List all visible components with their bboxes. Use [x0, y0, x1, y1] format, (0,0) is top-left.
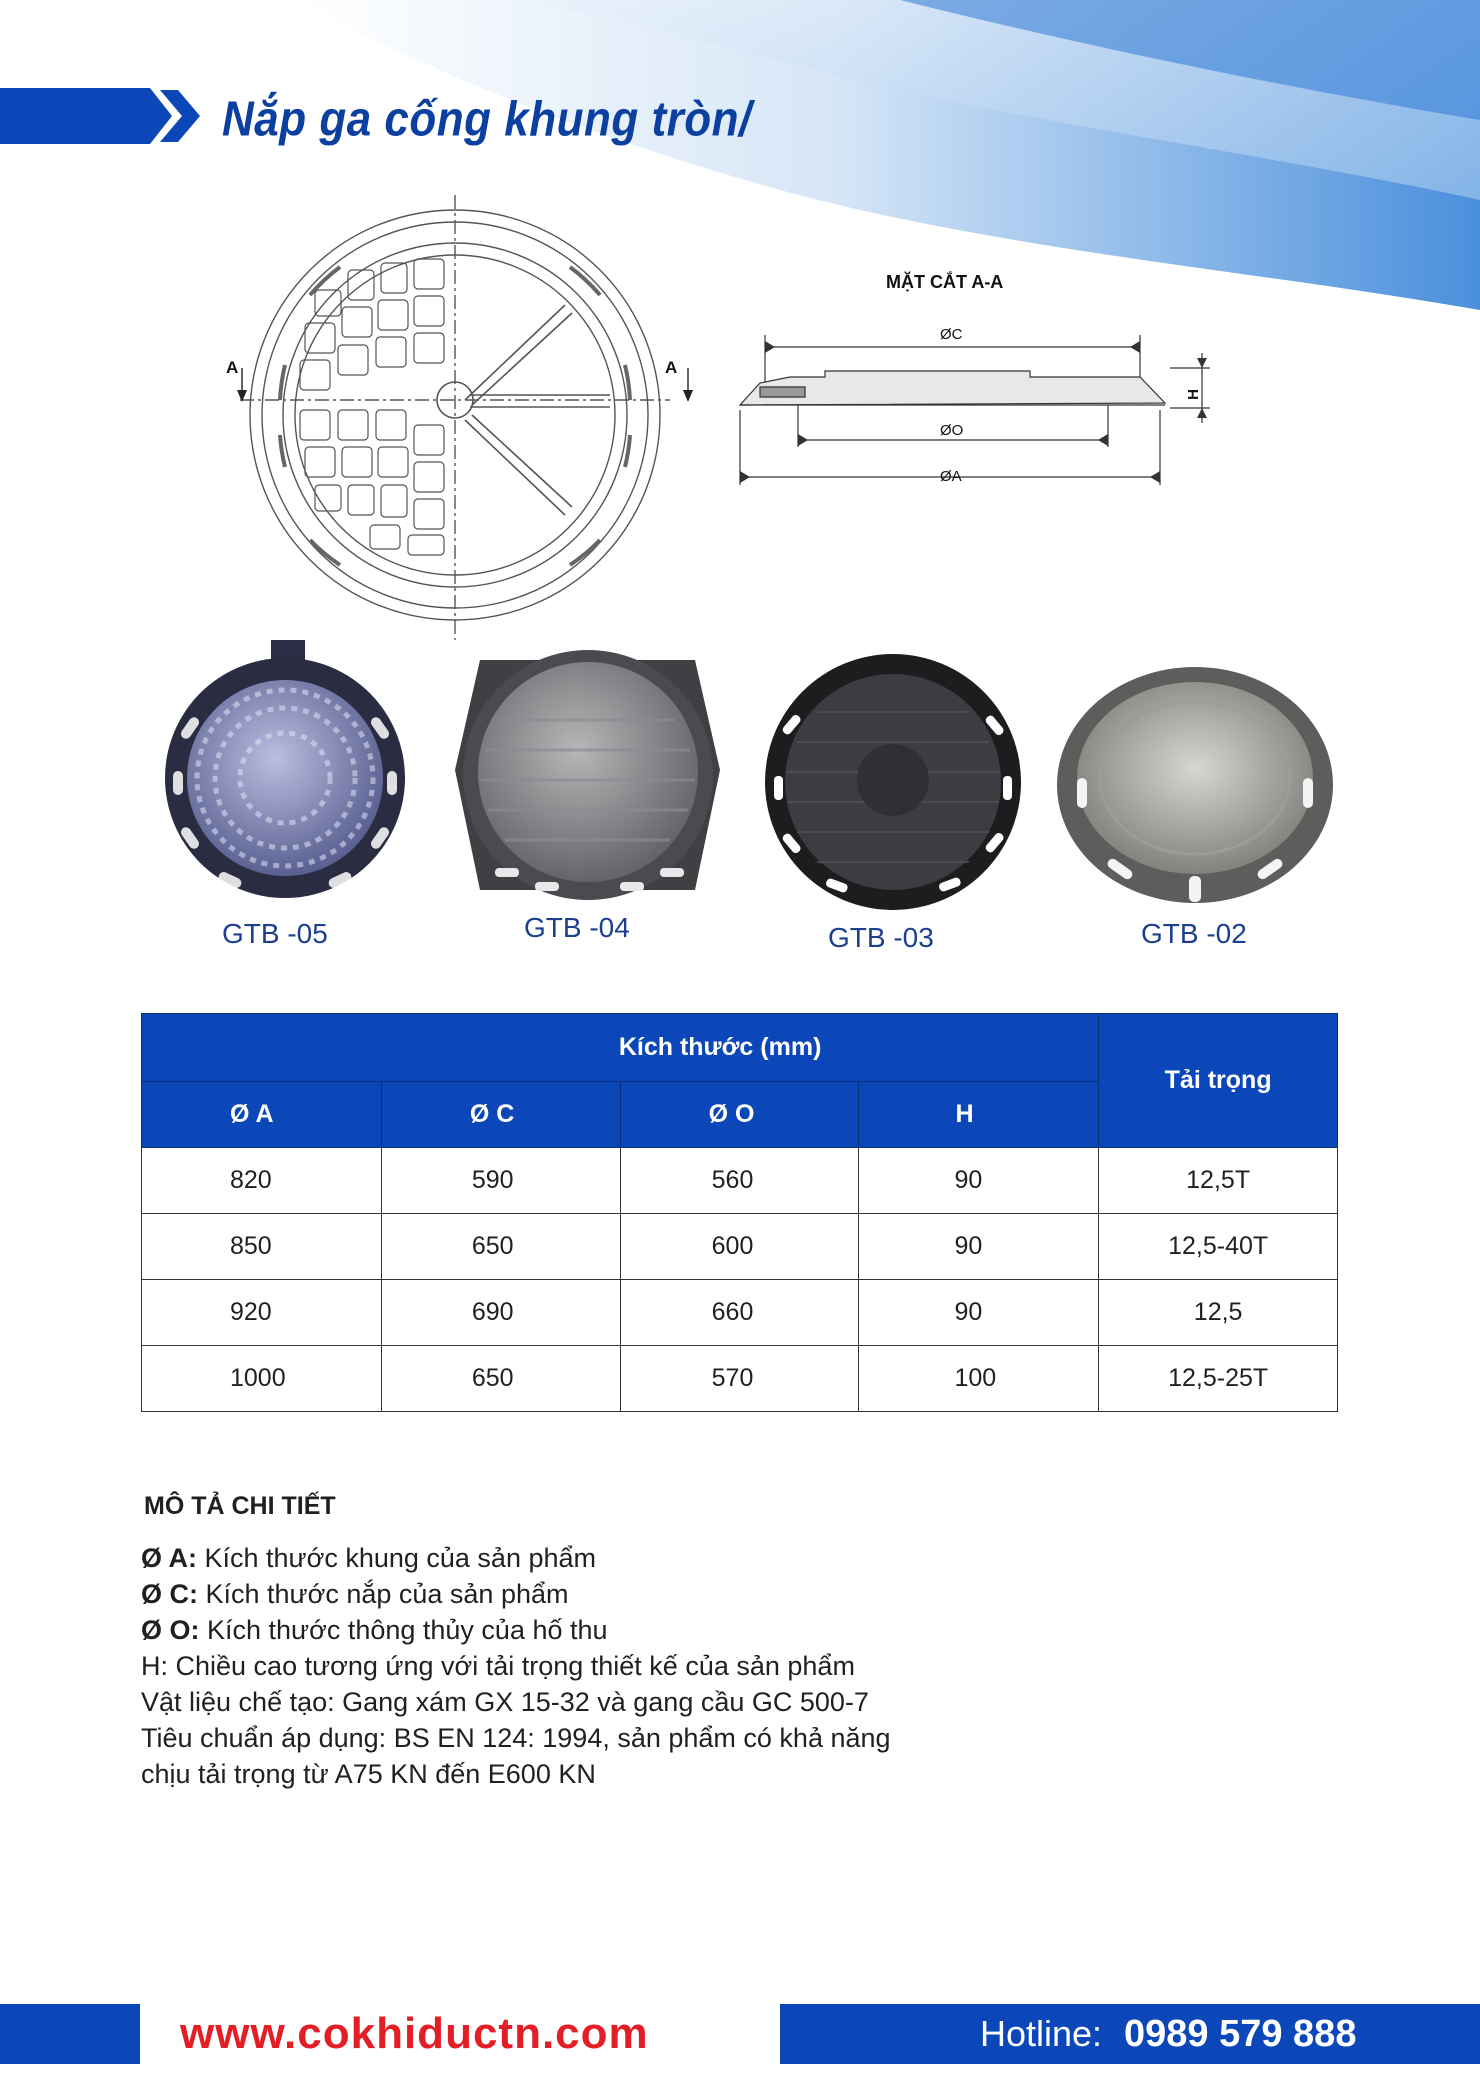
table-row: [142, 1148, 1338, 1214]
product-label: GTB -05: [222, 918, 328, 949]
description-text: Kích thước khung của sản phẩm: [197, 1543, 597, 1573]
product-photo-gtb-04: [440, 640, 735, 910]
description-text: Kích thước thông thủy của hố thu: [199, 1615, 608, 1645]
description-key: Ø A:: [141, 1543, 197, 1573]
description-line: [141, 1540, 961, 1576]
page-title: Nắp ga cống khung tròn/: [222, 92, 752, 147]
table-cell: 850: [142, 1214, 382, 1280]
table-cell: 560: [620, 1148, 859, 1214]
table-row: [142, 1214, 1338, 1280]
product-label: GTB -03: [828, 922, 934, 953]
product-label: GTB -02: [1141, 918, 1247, 949]
cut-marker-right: A: [665, 358, 678, 377]
column-header: Ø C: [381, 1082, 620, 1148]
table-row: [142, 1280, 1338, 1346]
column-header: H: [859, 1082, 1099, 1148]
table-cell: 100: [859, 1346, 1099, 1412]
table-cell: 12,5: [1099, 1280, 1338, 1346]
cut-marker-left: A: [226, 358, 239, 377]
table-cell: 690: [381, 1280, 620, 1346]
description-body: [141, 1540, 961, 1792]
description-line: chịu tải trọng từ A75 KN đến E600 KN: [141, 1759, 596, 1789]
product-label: GTB -04: [524, 912, 630, 943]
table-cell: 90: [859, 1214, 1099, 1280]
section-label: MẶT CẮT A-A: [886, 272, 1004, 292]
table-cell: 650: [381, 1346, 620, 1412]
dim-a-label: ØA: [940, 468, 962, 485]
dim-o-label: ØO: [940, 422, 964, 439]
table-cell: 650: [381, 1214, 620, 1280]
description-line: H: Chiều cao tương ứng với tải trọng thiết kế của sản phẩm: [141, 1651, 855, 1681]
product-photo-gtb-05: [155, 636, 405, 906]
cut-arrow-left-icon: [236, 368, 248, 402]
table-cell: 90: [859, 1280, 1099, 1346]
table-cell: 590: [381, 1148, 620, 1214]
title-arrow-icon: [0, 88, 205, 144]
table-cell: 920: [142, 1280, 382, 1346]
table-cell: 600: [620, 1214, 859, 1280]
product-photo-gtb-03: [752, 652, 1034, 912]
description-line: Vật liệu chế tạo: Gang xám GX 15-32 và gang cầu GC 500-7: [141, 1687, 869, 1717]
description-key: Ø O:: [141, 1615, 200, 1645]
specs-table: [141, 1013, 1338, 1412]
table-cell: 570: [620, 1346, 859, 1412]
table-cell: 12,5-40T: [1099, 1214, 1338, 1280]
column-header: Ø A: [142, 1082, 382, 1148]
table-cell: 90: [859, 1148, 1099, 1214]
footer-bar-left: [0, 2004, 140, 2064]
dim-h-label: H: [1184, 389, 1202, 400]
column-header: Ø O: [620, 1082, 859, 1148]
table-row: [142, 1346, 1338, 1412]
description-key: Ø C:: [141, 1579, 198, 1609]
top-view-drawing: [220, 195, 690, 640]
website-link[interactable]: www.cokhiductn.com: [180, 2009, 649, 2058]
table-cell: 12,5T: [1099, 1148, 1338, 1214]
dim-c-label: ØC: [940, 326, 963, 343]
hotline-number[interactable]: 0989 579 888: [1124, 2013, 1357, 2055]
cross-section-drawing: [730, 265, 1210, 495]
table-cell: 12,5-25T: [1099, 1346, 1338, 1412]
hotline-label: Hotline:: [980, 2013, 1103, 2054]
description-title: MÔ TẢ CHI TIẾT: [144, 1492, 336, 1520]
load-header: Tải trọng: [1099, 1014, 1338, 1148]
size-group-header: Kích thước (mm): [142, 1014, 1099, 1082]
cut-arrow-right-icon: [682, 368, 694, 402]
description-line: Tiêu chuẩn áp dụng: BS EN 124: 1994, sản phẩm có khả năng: [141, 1723, 891, 1753]
product-photo-gtb-02: [1055, 660, 1335, 910]
table-cell: 1000: [142, 1346, 382, 1412]
description-text: Kích thước nắp của sản phẩm: [198, 1579, 569, 1609]
description-line: [141, 1612, 961, 1648]
table-cell: 820: [142, 1148, 382, 1214]
description-line: [141, 1576, 961, 1612]
table-cell: 660: [620, 1280, 859, 1346]
